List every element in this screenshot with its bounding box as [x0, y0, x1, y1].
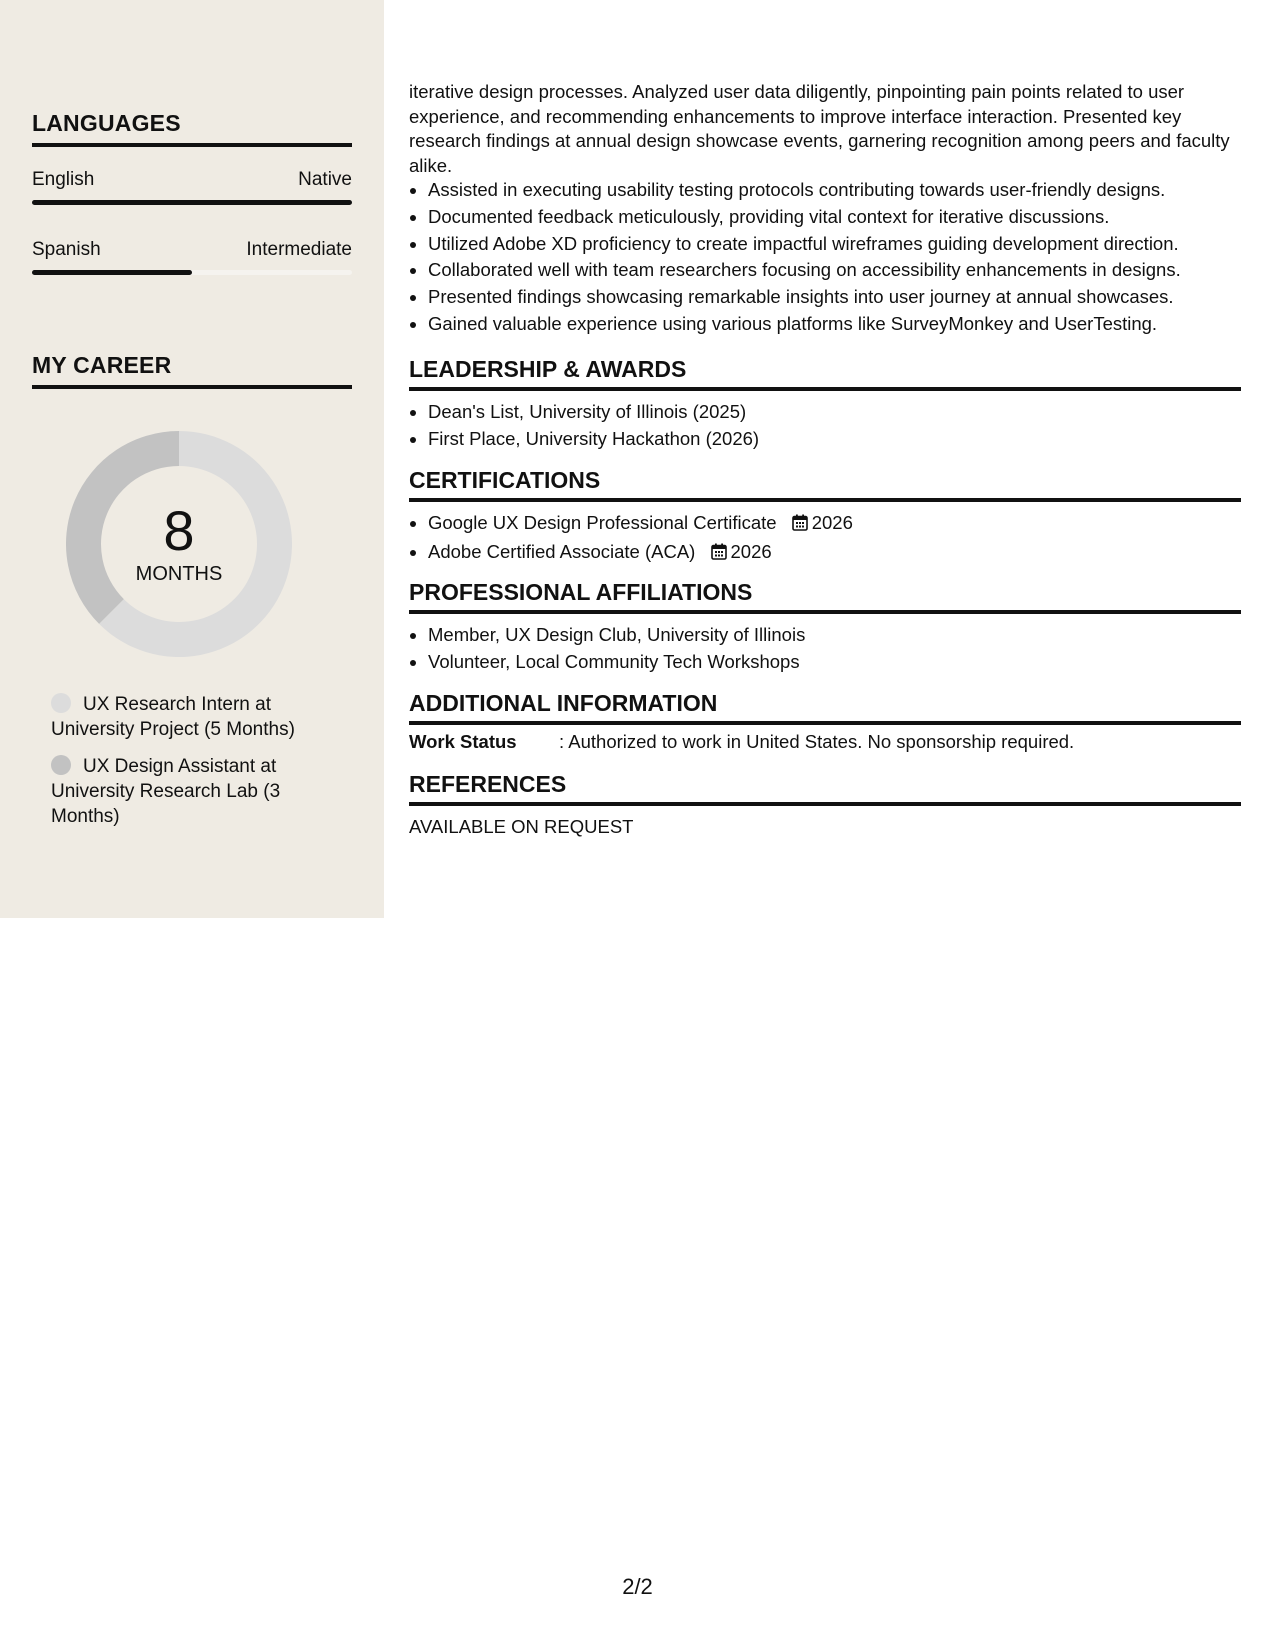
career-legend-item [51, 692, 311, 742]
career-legend-item [51, 754, 311, 829]
certifications-section [409, 467, 1241, 568]
language-name: Spanish [32, 239, 101, 260]
language-proficiency-bar [32, 270, 352, 275]
list-item: • Member, UX Design Club, University of Illinois [428, 622, 1241, 649]
section-title: CERTIFICATIONS [409, 467, 1241, 502]
list-item: • Presented findings showcasing remarkable insights into user journey at annual showcases. [428, 284, 1260, 311]
references-section [409, 771, 1241, 838]
affiliations-section [409, 579, 1241, 676]
list-item: • Utilized Adobe XD proficiency to create impactful wireframes guiding development direction. [428, 231, 1260, 258]
language-level: Intermediate [246, 239, 352, 260]
affiliations-list [409, 622, 1241, 676]
list-item: • Assisted in executing usability testing protocols contributing towards user-friendly designs. [428, 177, 1260, 204]
languages-section [32, 110, 352, 275]
experience-bullet-list [409, 177, 1260, 338]
section-title: PROFESSIONAL AFFILIATIONS [409, 579, 1241, 614]
language-proficiency-fill [32, 270, 192, 275]
certification-year: 2026 [730, 540, 772, 562]
language-proficiency-bar [32, 200, 352, 205]
leadership-list [409, 399, 1241, 453]
career-total-unit: MONTHS [135, 562, 223, 585]
language-name: English [32, 169, 95, 190]
career-legend-label: UX Design Assistant at University Research Lab (3 Months) [51, 756, 281, 827]
section-title: REFERENCES [409, 771, 1241, 806]
list-item: • Volunteer, Local Community Tech Workshops [428, 649, 1241, 676]
language-level: Native [298, 169, 352, 190]
career-heading: MY CAREER [32, 352, 352, 389]
list-item [428, 539, 1241, 568]
legend-dot-icon [51, 693, 71, 713]
language-proficiency-fill [32, 200, 352, 205]
certification-year: 2026 [811, 512, 853, 533]
list-item: • First Place, University Hackathon (2026) [428, 426, 1241, 453]
calendar-icon [711, 541, 727, 568]
career-legend-label: UX Research Intern at University Project (5 Months) [51, 694, 295, 740]
work-status-row [409, 731, 1241, 753]
list-item [428, 510, 1241, 539]
career-donut-chart [66, 431, 292, 657]
career-legend [51, 692, 311, 829]
work-status-value: : Authorized to work in United States. No sponsorship required. [559, 731, 1075, 752]
experience-intro-paragraph: iterative design processes. Analyzed user data diligently, pinpointing pain points related to user experience, and recommending enhancements to improve interface interaction. Presented key research findings at annual design showcase events, garnering recognition among peers and faculty alike. [409, 81, 1230, 176]
donut-center-label [66, 431, 292, 657]
list-item: • Collaborated well with team researchers focusing on accessibility enhancements in designs. [428, 257, 1260, 284]
language-item-english [32, 169, 352, 205]
career-total-number: 8 [163, 498, 195, 562]
references-text: AVAILABLE ON REQUEST [409, 816, 634, 837]
legend-dot-icon [51, 755, 71, 775]
career-section [32, 352, 352, 389]
work-status-label: Work Status [409, 731, 517, 752]
calendar-icon [792, 512, 808, 539]
certification-name: Adobe Certified Associate (ACA) [428, 540, 696, 562]
list-item: • Gained valuable experience using various platforms like SurveyMonkey and UserTesting. [428, 311, 1260, 338]
languages-heading: LANGUAGES [32, 110, 352, 147]
language-item-spanish [32, 239, 352, 275]
certifications-list [409, 510, 1241, 568]
additional-info-section [409, 690, 1241, 753]
sidebar [0, 0, 384, 918]
section-title: LEADERSHIP & AWARDS [409, 356, 1241, 391]
page-number: 2/2 [622, 1574, 653, 1599]
list-item: • Dean's List, University of Illinois (2025) [428, 399, 1241, 426]
certification-name: Google UX Design Professional Certificate [428, 512, 777, 533]
leadership-section [409, 356, 1241, 453]
section-title: ADDITIONAL INFORMATION [409, 690, 1241, 725]
list-item: • Documented feedback meticulously, providing vital context for iterative discussions. [428, 204, 1260, 231]
